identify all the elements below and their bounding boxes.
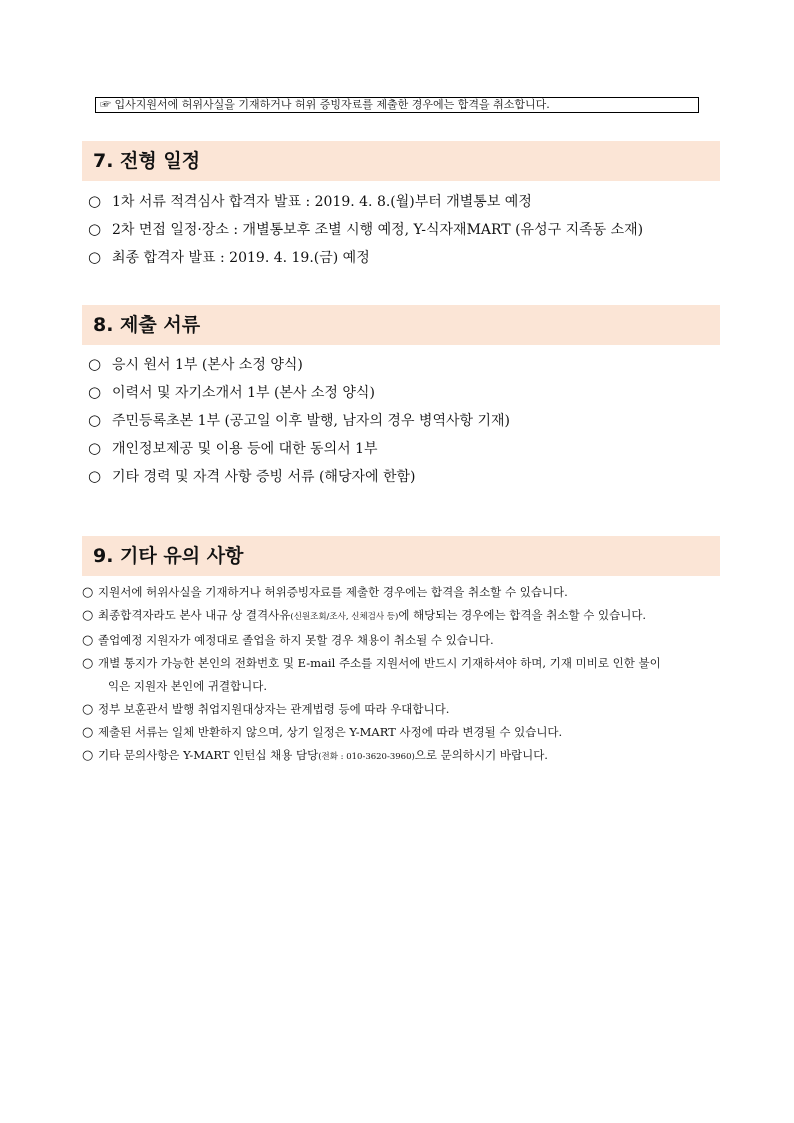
circle-bullet-icon: ○ [82, 656, 94, 671]
list-item: ○ 기타 경력 및 자격 사항 증빙 서류 (해당자에 한함) [88, 467, 416, 485]
list-item: ○ 최종합격자라도 본사 내규 상 결격사유(신원조회/조사, 신체검사 등)에 해당되는 경우에는 합격을 취소할 수 있습니다. [82, 604, 742, 629]
list-item: ○ 1차 서류 적격심사 합격자 발표 : 2019. 4. 8.(월)부터 개별통보 예정 [88, 192, 532, 210]
list-item: ○ 개별 통지가 가능한 본인의 전화번호 및 E-mail 주소를 지원서에 반드시 기재하셔야 하며, 기재 미비로 인한 불이 [82, 652, 742, 675]
notice-box: ☞ 입사지원서에 허위사실을 기재하거나 허위 증빙자료를 제출한 경우에는 합격을 취소합니다. [95, 97, 699, 113]
circle-bullet-icon: ○ [88, 192, 102, 210]
schedule-list [88, 187, 738, 271]
list-item: ○ 최종 합격자 발표 : 2019. 4. 19.(금) 예정 [88, 248, 370, 266]
list-item: ○ 응시 원서 1부 (본사 소정 양식) [88, 355, 303, 373]
circle-bullet-icon: ○ [88, 355, 102, 373]
section-header-documents: 8. 제출 서류 [82, 305, 720, 345]
list-item: ○ 지원서에 허위사실을 기재하거나 허위증빙자료를 제출한 경우에는 합격을 취소할 수 있습니다. [82, 581, 742, 604]
list-item: ○ 개인정보제공 및 이용 등에 대한 동의서 1부 [88, 439, 378, 457]
circle-bullet-icon: ○ [82, 608, 94, 623]
list-item: ○ 기타 문의사항은 Y-MART 인턴십 채용 담당(전화 : 010-3620-3960)으로 문의하시기 바랍니다. [82, 744, 742, 769]
circle-bullet-icon: ○ [82, 702, 94, 717]
list-item: ○ 제출된 서류는 일체 반환하지 않으며, 상기 일정은 Y-MART 사정에 따라 변경될 수 있습니다. [82, 721, 742, 744]
circle-bullet-icon: ○ [82, 748, 94, 763]
circle-bullet-icon: ○ [88, 439, 102, 457]
list-item-continuation: 익은 지원자 본인에 귀결합니다. [108, 679, 268, 693]
circle-bullet-icon: ○ [88, 411, 102, 429]
list-item: ○ 정부 보훈관서 발행 취업지원대상자는 관계법령 등에 따라 우대합니다. [82, 698, 742, 721]
section-header-schedule: 7. 전형 일정 [82, 141, 720, 181]
list-item: ○ 이력서 및 자기소개서 1부 (본사 소정 양식) [88, 383, 375, 401]
section-header-notes: 9. 기타 유의 사항 [82, 536, 720, 576]
circle-bullet-icon: ○ [88, 467, 102, 485]
circle-bullet-icon: ○ [82, 633, 94, 648]
list-item: ○ 2차 면접 일정·장소 : 개별통보후 조별 시행 예정, Y-식자재MART (유성구 지족동 소재) [88, 220, 644, 238]
list-item: ○ 주민등록초본 1부 (공고일 이후 발행, 남자의 경우 병역사항 기재) [88, 411, 510, 429]
documents-list [88, 350, 738, 490]
circle-bullet-icon: ○ [88, 383, 102, 401]
circle-bullet-icon: ○ [82, 585, 94, 600]
circle-bullet-icon: ○ [82, 725, 94, 740]
circle-bullet-icon: ○ [88, 248, 102, 266]
notes-list [82, 581, 742, 769]
circle-bullet-icon: ○ [88, 220, 102, 238]
list-item: ○ 졸업예정 지원자가 예정대로 졸업을 하지 못할 경우 채용이 취소될 수 있습니다. [82, 629, 742, 652]
